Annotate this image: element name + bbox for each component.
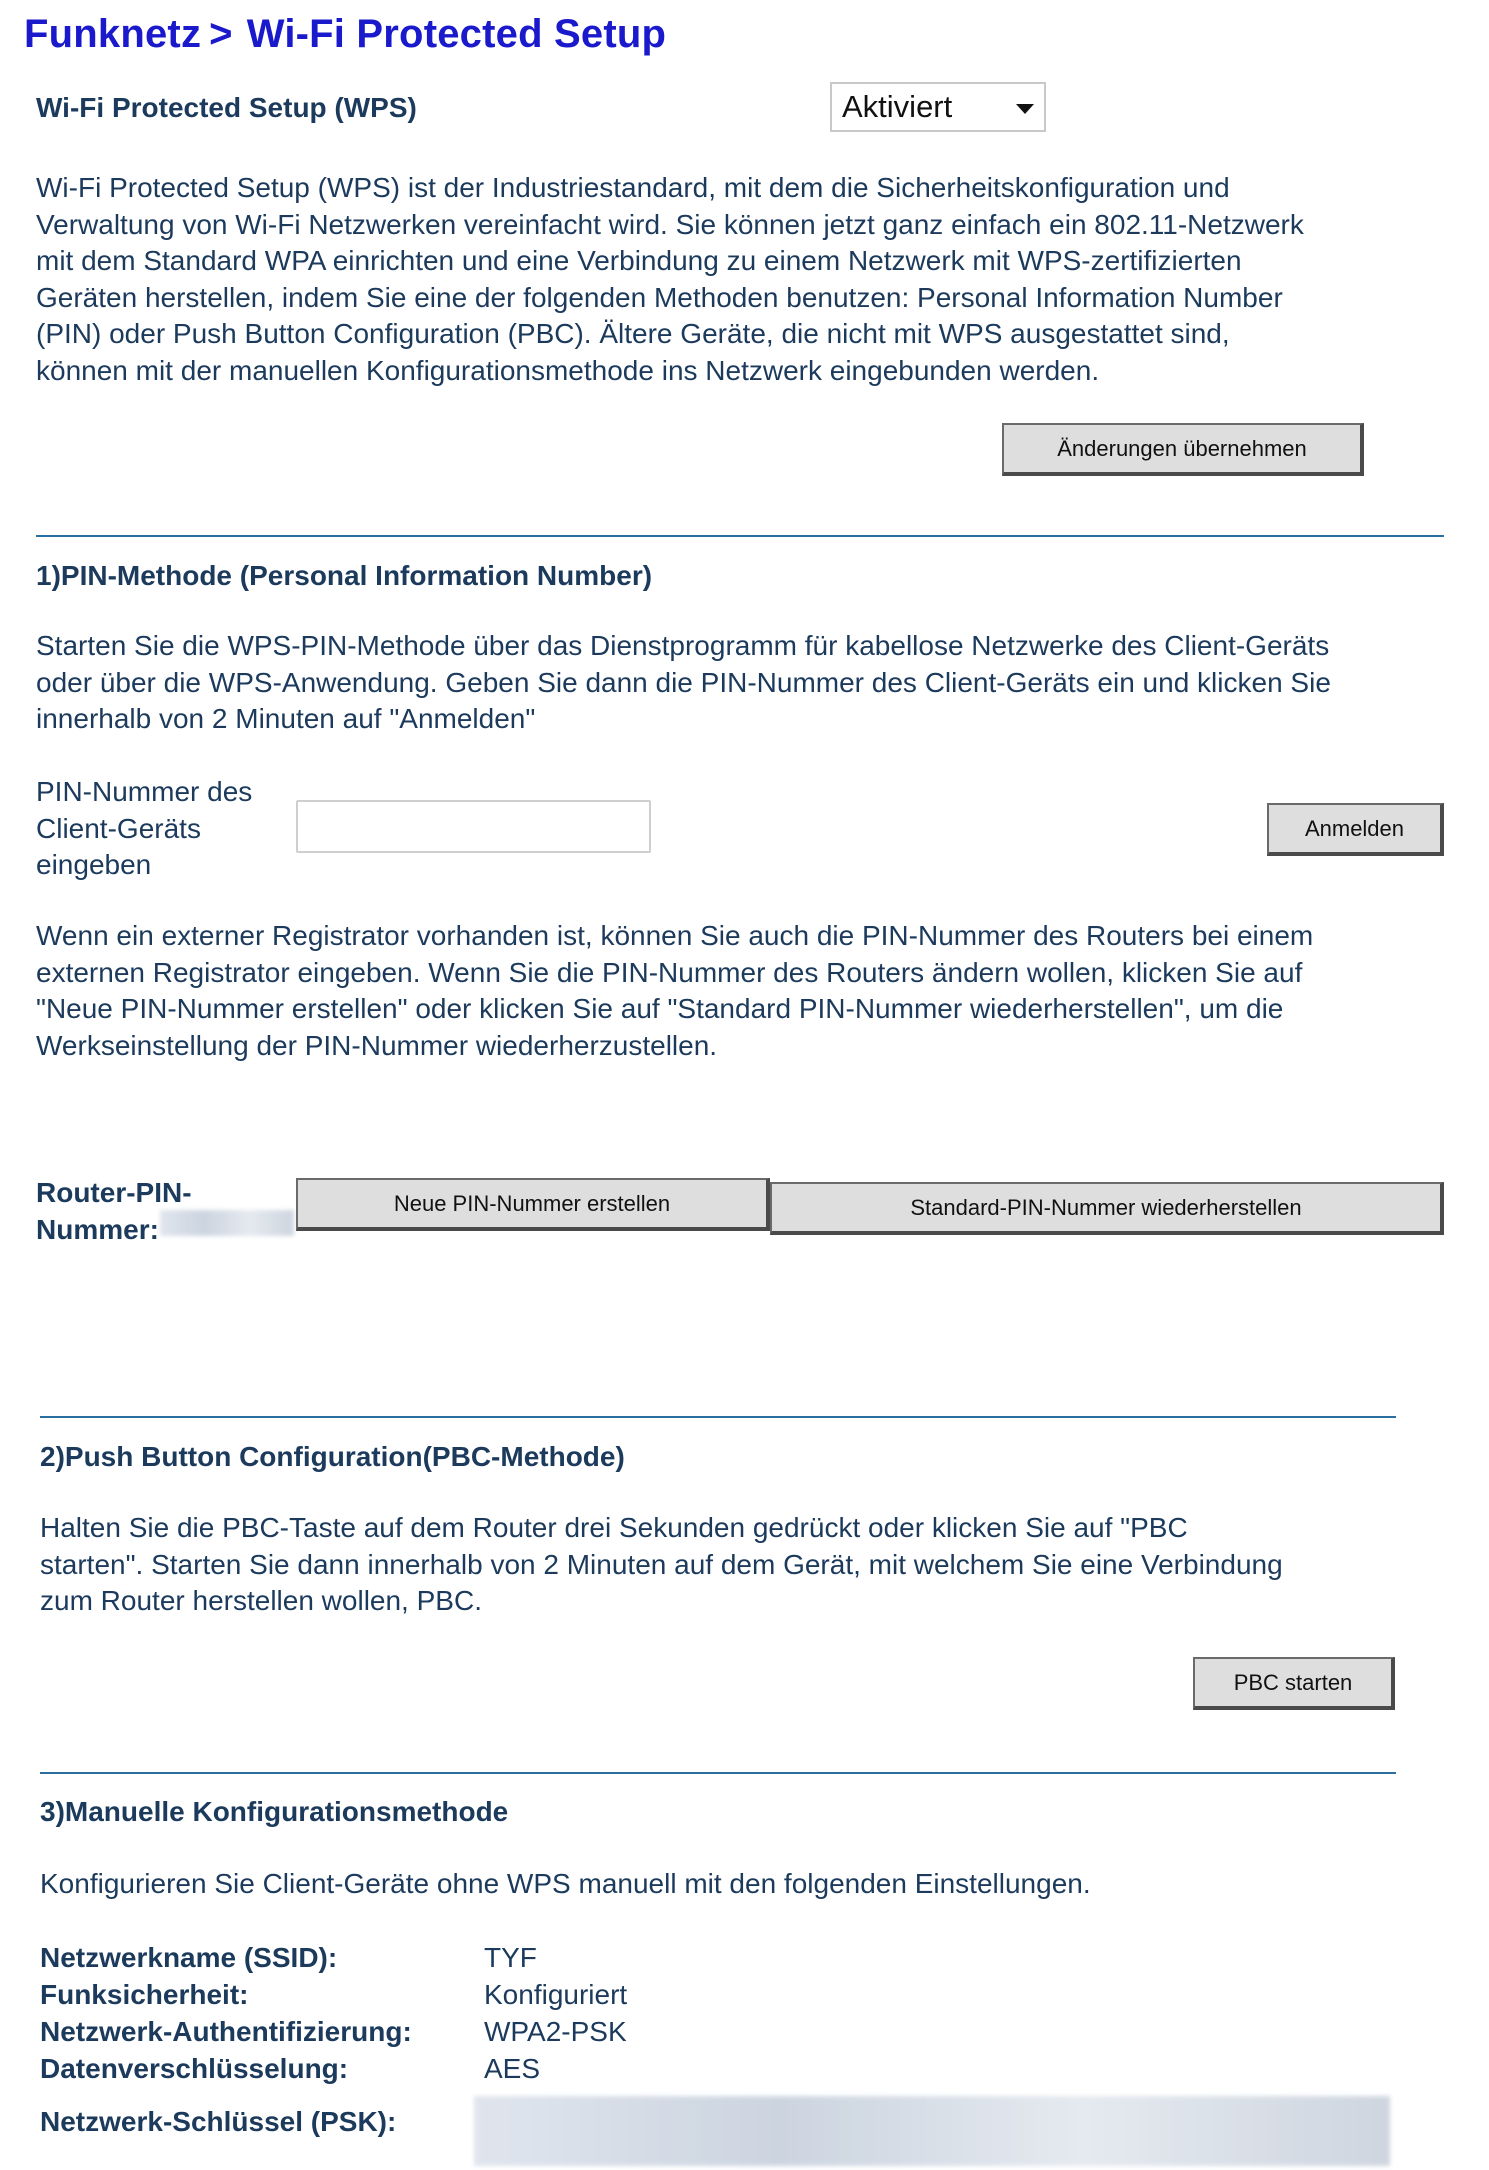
login-button[interactable]: Anmelden (1267, 803, 1444, 856)
breadcrumb-parent[interactable]: Funknetz (24, 12, 202, 56)
text-line: Halten Sie die PBC-Taste auf dem Router drei Sekunden gedrückt oder klicken Sie auf "PBC (40, 1512, 1188, 1543)
text-line: Wenn ein externer Registrator vorhanden ist, können Sie auch die PIN-Nummer des Routers bei einem (36, 920, 1314, 951)
chevron-down-icon (1016, 104, 1034, 114)
encryption-value: AES (484, 2053, 541, 2084)
authentication-value: WPA2-PSK (484, 2016, 627, 2047)
registrar-info (36, 918, 1456, 1064)
psk-label: Netzwerk-Schlüssel (PSK): (40, 2106, 397, 2137)
text-line: externen Registrator eingeben. Wenn Sie die PIN-Nummer des Routers ändern wollen, klicken Sie auf (36, 956, 1303, 988)
text-line: Router-PIN- (36, 1177, 192, 1208)
psk-value-redacted (474, 2096, 1390, 2166)
router-pin-value-redacted (160, 1210, 294, 1236)
wps-select[interactable] (830, 82, 1046, 132)
breadcrumb-separator: > (209, 12, 233, 56)
divider (40, 1772, 1396, 1774)
manual-section-heading: 3)Manuelle Konfigurationsmethode (40, 1796, 509, 1827)
text-line: Geräten herstellen, indem Sie eine der folgenden Methoden benutzen: Personal Information Number (36, 281, 1283, 313)
wps-description (36, 170, 1456, 389)
ssid-label: Netzwerkname (SSID): (40, 1942, 338, 1973)
authentication-label: Netzwerk-Authentifizierung: (40, 2016, 412, 2047)
text-line: Werkseinstellung der PIN-Nummer wiederherzustellen. (36, 1029, 718, 1061)
client-pin-input[interactable] (296, 800, 651, 853)
apply-changes-button[interactable]: Änderungen übernehmen (1002, 423, 1364, 476)
pbc-start-button[interactable]: PBC starten (1193, 1657, 1395, 1710)
text-line: können mit der manuellen Konfigurationsmethode ins Netzwerk eingebunden werden. (36, 354, 1100, 386)
text-line: Starten Sie die WPS-PIN-Methode über das Dienstprogramm für kabellose Netzwerke des Client-Geräts (36, 630, 1330, 661)
wps-label: Wi-Fi Protected Setup (WPS) (36, 92, 417, 123)
text-line: Client-Geräts (36, 812, 201, 844)
text-line: zum Router herstellen wollen, PBC. (40, 1585, 482, 1616)
new-pin-button[interactable]: Neue PIN-Nummer erstellen (296, 1178, 770, 1231)
ssid-value: TYF (484, 1942, 537, 1973)
text-line: starten". Starten Sie dann innerhalb von 2 Minuten auf dem Gerät, mit welchem Sie eine Verbindung (40, 1548, 1283, 1580)
pbc-section-heading: 2)Push Button Configuration(PBC-Methode) (40, 1441, 625, 1472)
divider (40, 1416, 1396, 1418)
text-line: innerhalb von 2 Minuten auf "Anmelden" (36, 703, 536, 734)
pin-intro (36, 628, 1456, 738)
pbc-intro (40, 1510, 1460, 1620)
wireless-security-label: Funksicherheit: (40, 1979, 249, 2010)
text-line: "Neue PIN-Nummer erstellen" oder klicken Sie auf "Standard PIN-Nummer wiederherstellen", um die (36, 993, 1284, 1024)
pin-section-heading: 1)PIN-Methode (Personal Information Number) (36, 560, 653, 591)
text-line: eingeben (36, 849, 152, 880)
text-line: Verwaltung von Wi-Fi Netzwerken vereinfacht wird. Sie können jetzt ganz einfach ein 802.11-Netzwerk (36, 208, 1304, 240)
text-line: PIN-Nummer des (36, 776, 253, 807)
text-line: Nummer: (36, 1214, 159, 1245)
text-line: oder über die WPS-Anwendung. Geben Sie dann die PIN-Nummer des Client-Geräts ein und klicken Sie (36, 666, 1331, 698)
page-title: Wi-Fi Protected Setup (246, 12, 667, 56)
divider (36, 535, 1444, 537)
restore-default-pin-button[interactable]: Standard-PIN-Nummer wiederherstellen (770, 1182, 1444, 1235)
text-line: (PIN) oder Push Button Configuration (PBC). Ältere Geräte, die nicht mit WPS ausgestattet sind, (36, 318, 1230, 349)
manual-intro: Konfigurieren Sie Client-Geräte ohne WPS manuell mit den folgenden Einstellungen. (40, 1868, 1091, 1899)
text-line: Wi-Fi Protected Setup (WPS) ist der Industriestandard, mit dem die Sicherheitskonfiguration und (36, 172, 1230, 203)
breadcrumb (24, 12, 666, 57)
encryption-label: Datenverschlüsselung: (40, 2053, 349, 2084)
client-pin-label (36, 774, 286, 884)
wps-select-value: Aktiviert (842, 89, 953, 124)
wireless-security-value: Konfiguriert (484, 1979, 628, 2010)
text-line: mit dem Standard WPA einrichten und eine Verbindung zu einem Netzwerk mit WPS-zertifizierten (36, 245, 1242, 276)
